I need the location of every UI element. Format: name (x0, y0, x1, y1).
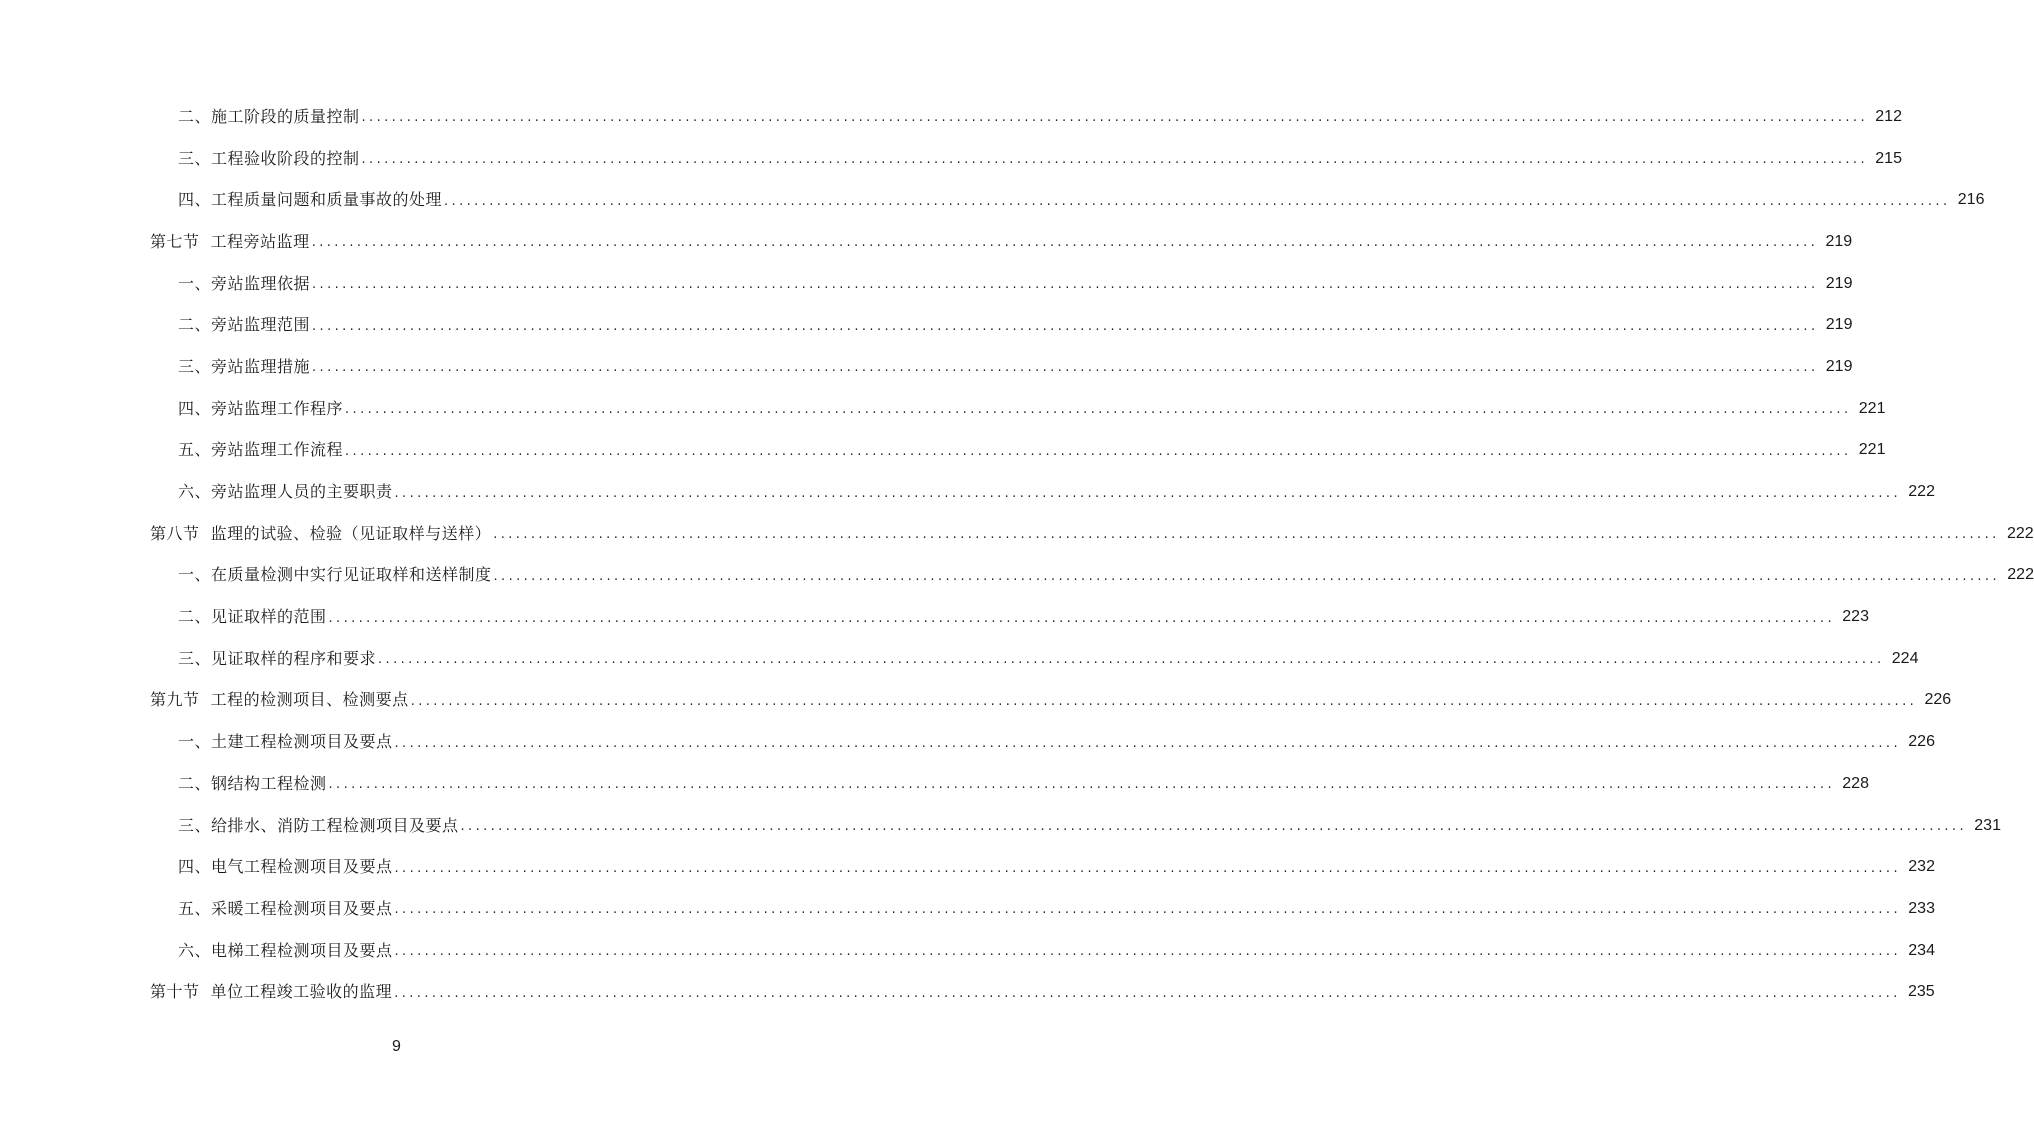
toc-item-entry[interactable] (0, 304, 1853, 346)
toc-entry-page-number: 221 (1858, 399, 1886, 417)
toc-entry-title: 六、电梯工程检测项目及要点 (178, 940, 393, 960)
table-of-contents (0, 96, 2034, 1013)
toc-entry-page-number: 222 (2006, 524, 2034, 542)
dot-leader: ........................................................................................................................................................................................................ (312, 318, 1819, 334)
toc-entry-title: 二、施工阶段的质量控制 (178, 106, 360, 126)
dot-leader: ........................................................................................................................................................................................................ (410, 693, 1918, 709)
toc-entry-title: 二、旁站监理范围 (178, 315, 311, 335)
dot-leader: ........................................................................................................................................................................................................ (312, 360, 1819, 376)
dot-leader: ........................................................................................................................................................................................................ (312, 277, 1819, 293)
toc-entry-page-number: 219 (1825, 357, 1853, 375)
toc-entry-title: 四、工程质量问题和质量事故的处理 (178, 190, 443, 210)
toc-item-entry[interactable] (0, 638, 1919, 680)
toc-entry-page-number: 234 (1908, 941, 1935, 959)
toc-section-entry[interactable] (0, 513, 2034, 555)
toc-entry-page-number: 228 (1842, 774, 1869, 792)
toc-entry-page-number: 223 (1842, 608, 1869, 626)
toc-item-entry[interactable] (0, 888, 1935, 930)
toc-item-entry[interactable] (0, 596, 1869, 638)
dot-leader: ........................................................................................................................................................................................................ (460, 819, 1967, 835)
toc-entry-page-number: 215 (1875, 149, 1902, 167)
dot-leader: ........................................................................................................................................................................................................ (444, 193, 1951, 209)
toc-entry-title: 二、钢结构工程检测 (178, 773, 327, 793)
toc-item-entry[interactable] (0, 555, 2034, 597)
dot-leader: ........................................................................................................................................................................................................ (394, 944, 1901, 960)
toc-entry-title: 第九节 工程的检测项目、检测要点 (150, 690, 409, 710)
toc-item-entry[interactable] (0, 388, 1886, 430)
toc-section-entry[interactable] (0, 221, 1853, 263)
dot-leader: ........................................................................................................................................................................................................ (493, 568, 2000, 584)
dot-leader: ........................................................................................................................................................................................................ (345, 402, 1852, 418)
dot-leader: ........................................................................................................................................................................................................ (394, 485, 1901, 501)
dot-leader: ........................................................................................................................................................................................................ (378, 652, 1885, 668)
toc-item-entry[interactable] (0, 763, 1869, 805)
dot-leader: ........................................................................................................................................................................................................ (345, 443, 1852, 459)
toc-entry-title: 三、旁站监理措施 (178, 356, 311, 376)
page-number: 9 (392, 1038, 401, 1055)
dot-leader: ........................................................................................................................................................................................................ (394, 735, 1901, 751)
toc-entry-page-number: 233 (1908, 899, 1935, 917)
toc-item-entry[interactable] (0, 846, 1935, 888)
toc-entry-title: 第十节 单位工程竣工验收的监理 (150, 982, 393, 1002)
toc-entry-page-number: 222 (1908, 483, 1935, 501)
dot-leader: ........................................................................................................................................................................................................ (328, 610, 1835, 626)
toc-entry-title: 第八节 监理的试验、检验（见证取样与送样） (150, 523, 492, 543)
toc-entry-page-number: 222 (2007, 566, 2034, 584)
toc-item-entry[interactable] (0, 430, 1886, 472)
toc-entry-page-number: 224 (1891, 649, 1919, 667)
toc-item-entry[interactable] (0, 179, 1985, 221)
toc-item-entry[interactable] (0, 346, 1853, 388)
toc-entry-page-number: 219 (1825, 316, 1853, 334)
toc-entry-title: 三、工程验收阶段的控制 (178, 148, 360, 168)
dot-leader: ........................................................................................................................................................................................................ (394, 902, 1901, 918)
toc-entry-page-number: 221 (1858, 441, 1886, 459)
toc-section-entry[interactable] (0, 971, 1935, 1013)
toc-entry-page-number: 226 (1908, 733, 1935, 751)
toc-entry-title: 三、见证取样的程序和要求 (178, 648, 377, 668)
toc-entry-page-number: 226 (1924, 691, 1952, 709)
toc-item-entry[interactable] (0, 96, 1902, 138)
toc-entry-page-number: 235 (1907, 983, 1935, 1001)
toc-entry-title: 三、给排水、消防工程检测项目及要点 (178, 815, 459, 835)
toc-item-entry[interactable] (0, 471, 1935, 513)
toc-entry-title: 一、旁站监理依据 (178, 273, 311, 293)
toc-entry-page-number: 219 (1825, 232, 1853, 250)
toc-entry-page-number: 212 (1875, 107, 1902, 125)
toc-entry-page-number: 231 (1974, 816, 2001, 834)
toc-item-entry[interactable] (0, 805, 2001, 847)
toc-entry-page-number: 232 (1908, 858, 1935, 876)
dot-leader: ........................................................................................................................................................................................................ (328, 777, 1835, 793)
toc-item-entry[interactable] (0, 138, 1902, 180)
toc-entry-title: 二、见证取样的范围 (178, 607, 327, 627)
toc-entry-title: 一、在质量检测中实行见证取样和送样制度 (178, 565, 492, 585)
toc-item-entry[interactable] (0, 721, 1935, 763)
toc-entry-page-number: 216 (1957, 191, 1985, 209)
toc-entry-title: 六、旁站监理人员的主要职责 (178, 482, 393, 502)
toc-section-entry[interactable] (0, 680, 1952, 722)
toc-entry-title: 五、旁站监理工作流程 (178, 440, 344, 460)
dot-leader: ........................................................................................................................................................................................................ (394, 985, 1901, 1001)
toc-item-entry[interactable] (0, 930, 1935, 972)
toc-entry-title: 一、土建工程检测项目及要点 (178, 732, 393, 752)
toc-entry-title: 五、采暖工程检测项目及要点 (178, 898, 393, 918)
toc-entry-title: 四、旁站监理工作程序 (178, 398, 344, 418)
dot-leader: ........................................................................................................................................................................................................ (361, 152, 1868, 168)
dot-leader: ........................................................................................................................................................................................................ (311, 235, 1819, 251)
dot-leader: ........................................................................................................................................................................................................ (493, 527, 2000, 543)
toc-entry-page-number: 219 (1825, 274, 1853, 292)
toc-item-entry[interactable] (0, 263, 1853, 305)
toc-entry-title: 四、电气工程检测项目及要点 (178, 857, 393, 877)
dot-leader: ........................................................................................................................................................................................................ (361, 110, 1868, 126)
dot-leader: ........................................................................................................................................................................................................ (394, 860, 1901, 876)
toc-entry-title: 第七节 工程旁站监理 (150, 231, 310, 251)
